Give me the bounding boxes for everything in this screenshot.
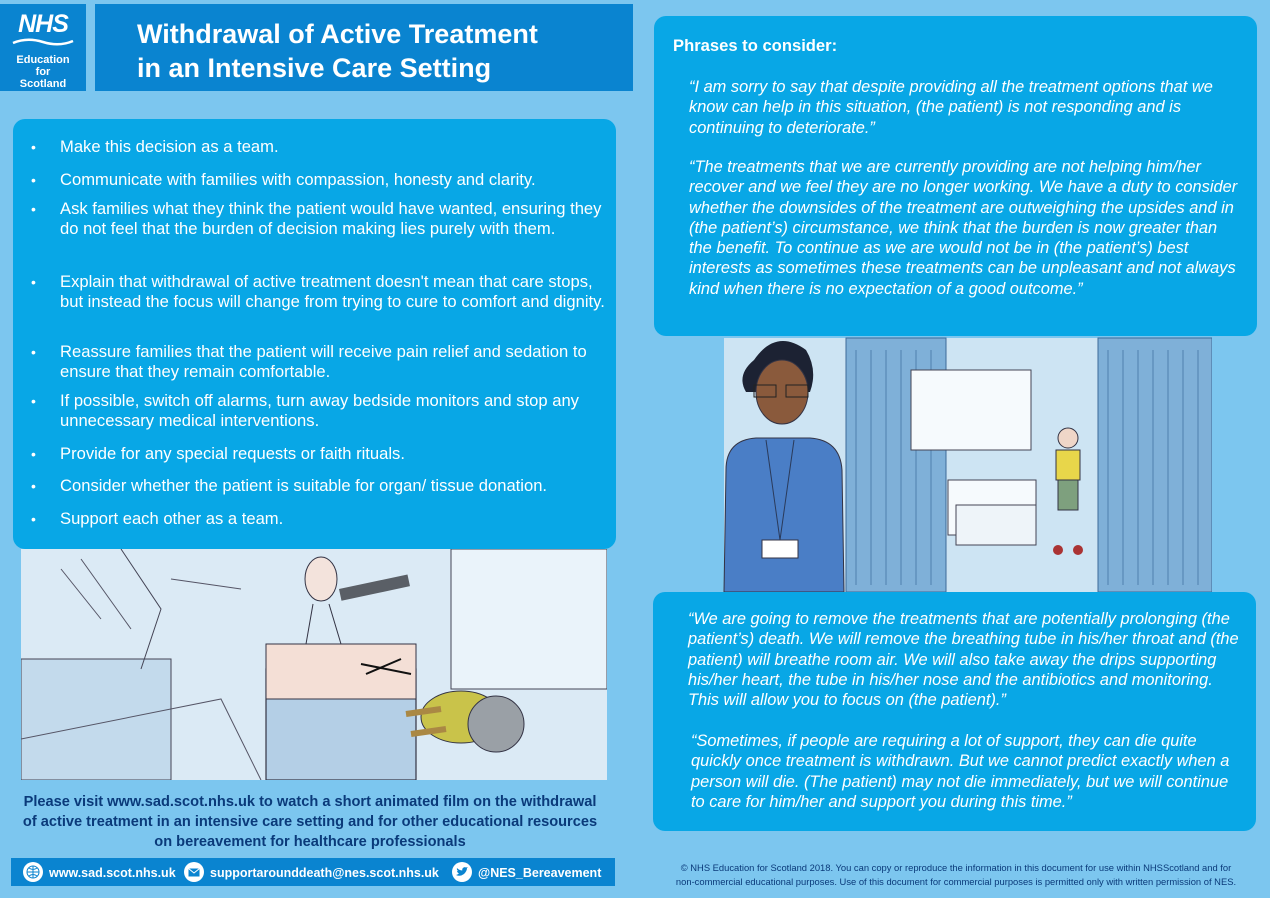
copyright-line-1: © NHS Education for Scotland 2018. You can copy or reproduce the information in this document for use within NHSScotland and for xyxy=(680,862,1232,873)
phrase-quote-4: “Sometimes, if people are requiring a lot of support, they can die quite quickly once treatment is withdrawn. But we cannot predict exactly when a person will die. (The patient) may not die immediately, but we will continue to care for him/her and support you during this time.” xyxy=(691,732,1230,811)
phrase-quote-2: “The treatments that we are currently providing are not helping him/her recover and we feel they are no longer working. We have a duty to consider whether the downsides of the treatment are outweighing the upsides and in (the patient’s) circumstance, we think that the burden is now greater than the benefit. To continue as we are would not be in (the patient’s) best interests as sometimes these treatments can be unpleasant and not always kind when there is no expectation of a good outcome.” xyxy=(689,158,1238,298)
list-item: • Make this decision as a team. xyxy=(60,137,605,157)
phrases-heading: Phrases to consider: xyxy=(673,36,838,55)
guidance-list-panel xyxy=(13,119,616,549)
logo-wave-icon xyxy=(11,37,75,47)
website-text: www.sad.scot.nhs.uk xyxy=(49,866,176,880)
contact-bar xyxy=(11,858,615,886)
nhs-education-scotland-logo xyxy=(0,4,86,91)
icu-patient-illustration xyxy=(21,549,607,780)
list-item: • Communicate with families with compassion, honesty and clarity. xyxy=(60,170,605,190)
list-item: • Explain that withdrawal of active treatment doesn't mean that care stops, but instead the focus will change from trying to cure to comfort and dignity. xyxy=(60,272,605,312)
phrase-quote-1: “I am sorry to say that despite providing all the treatment options that we know can help in this situation, (the patient) is not responding and is continuing to deteriorate.” xyxy=(689,78,1213,137)
envelope-icon xyxy=(184,862,204,882)
logo-nhs-text: NHS xyxy=(18,10,68,38)
list-item: • Reassure families that the patient will receive pain relief and sedation to ensure that they remain comfortable. xyxy=(60,342,605,382)
website-link[interactable] xyxy=(23,864,176,882)
globe-icon xyxy=(23,862,43,882)
twitter-handle: @NES_Bereavement xyxy=(478,866,602,880)
visit-website-text: Please visit www.sad.scot.nhs.uk to watch a short animated film on the withdrawal of active treatment in an intensive care setting and for other educational resources on bereavement for healthcare professionals xyxy=(22,794,598,850)
email-text: supportarounddeath@nes.scot.nhs.uk xyxy=(210,866,439,880)
page-title-line-1: Withdrawal of Active Treatment xyxy=(137,19,538,49)
copyright-line-2: non-commercial educational purposes. Use of this document for commercial purposes is permitted only with written permission of NES. xyxy=(675,876,1237,887)
logo-line-2: for xyxy=(35,66,51,78)
phrase-quote-3: “We are going to remove the treatments that are potentially prolonging (the patient’s) death. We will remove the breathing tube in his/her throat and (the patient) will breathe room air. We will also take away the drips supporting his/her heart, the tube in his/her nose and the antibiotics and monitoring. This will allow you to focus on (the patient).” xyxy=(688,610,1239,710)
list-item: • Consider whether the patient is suitable for organ/ tissue donation. xyxy=(60,476,605,496)
nurse-icu-room-illustration xyxy=(706,330,1212,592)
remove-treatments-panel xyxy=(653,592,1256,831)
list-item: • If possible, switch off alarms, turn away bedside monitors and stop any unnecessary medical interventions. xyxy=(60,391,605,431)
logo-line-1: Education xyxy=(16,54,70,66)
twitter-link[interactable] xyxy=(452,864,601,882)
page-title-bar xyxy=(95,4,633,91)
email-link[interactable] xyxy=(184,864,439,882)
list-item: • Ask families what they think the patient would have wanted, ensuring they do not feel that the burden of decision making lies purely with them. xyxy=(60,199,605,239)
list-item: • Support each other as a team. xyxy=(60,509,605,529)
logo-line-3: Scotland xyxy=(19,78,67,90)
copyright-notice xyxy=(646,861,1266,889)
icu-bed-scene-icon xyxy=(21,549,607,780)
nurse-and-family-scene-icon xyxy=(706,330,1212,592)
twitter-bird-icon xyxy=(452,862,472,882)
phrases-panel xyxy=(654,16,1257,336)
list-item: • Provide for any special requests or faith rituals. xyxy=(60,444,605,464)
page-title-line-2: in an Intensive Care Setting xyxy=(137,53,492,83)
